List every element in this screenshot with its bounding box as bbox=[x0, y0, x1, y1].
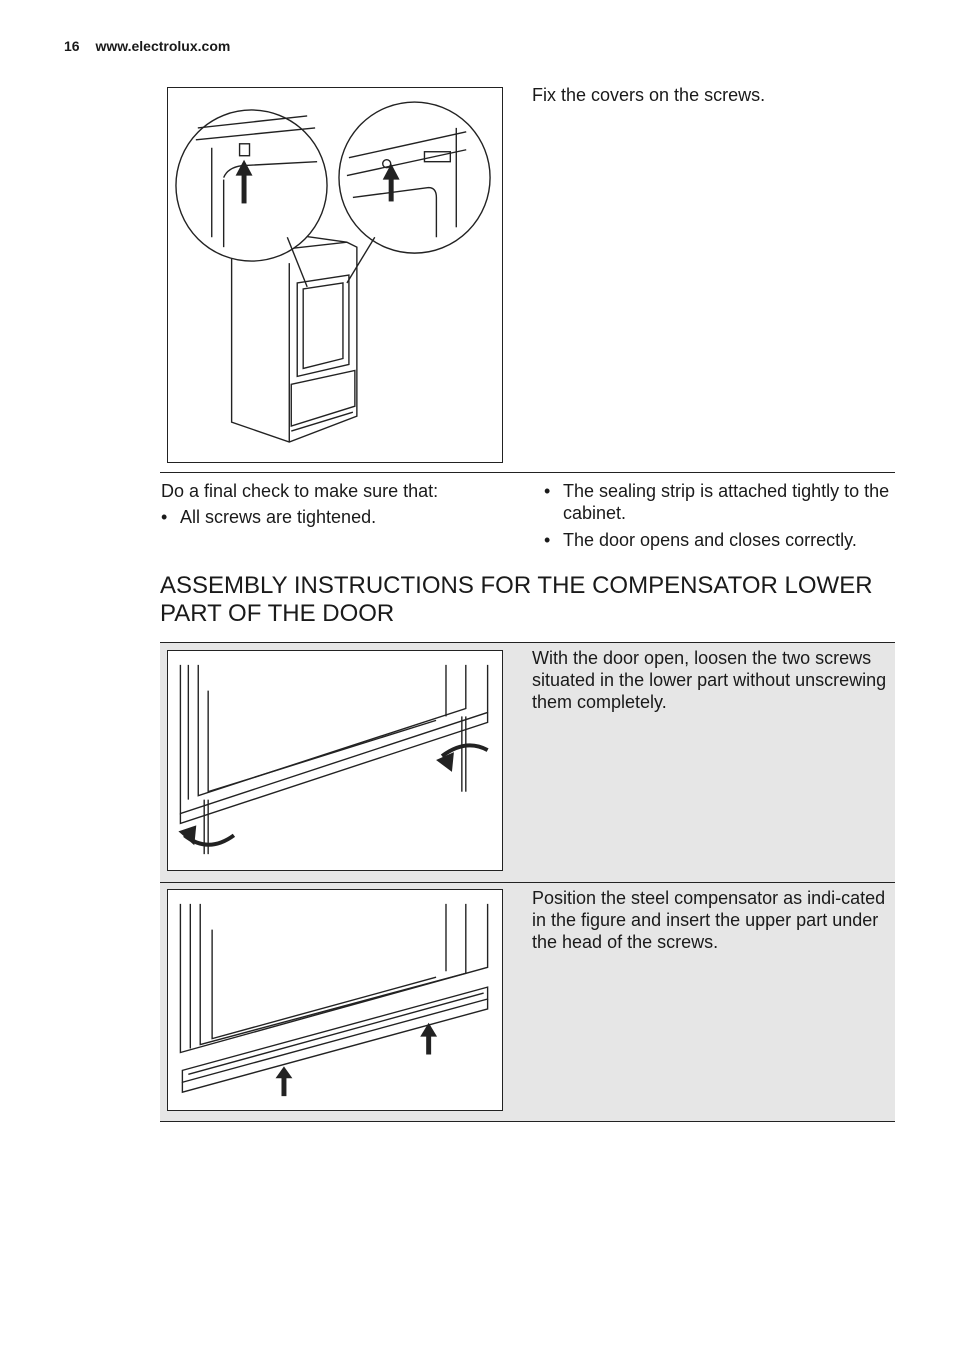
figure-cabinet-covers bbox=[167, 87, 503, 463]
check-item: • The door opens and closes correctly. bbox=[544, 529, 894, 551]
cabinet-illustration bbox=[168, 88, 502, 462]
page-number: 16 bbox=[64, 38, 80, 54]
step-position-text: Position the steel compensator as indi-cated in the figure and insert the upper part under the head of the screws. bbox=[532, 888, 886, 952]
final-check-list-left bbox=[161, 506, 521, 528]
final-check-list-right bbox=[544, 480, 894, 551]
check-item: • The sealing strip is attached tightly to the cabinet. bbox=[544, 480, 894, 524]
section-heading: ASSEMBLY INSTRUCTIONS FOR THE COMPENSATOR LOWER PART OF THE DOOR bbox=[160, 572, 873, 627]
figure-compensator bbox=[167, 889, 503, 1111]
check-item: • All screws are tightened. bbox=[161, 506, 521, 528]
figure-loosen-screws bbox=[167, 650, 503, 871]
step-fix-covers-text: Fix the covers on the screws. bbox=[532, 85, 766, 105]
final-check-intro: Do a final check to make sure that: bbox=[161, 481, 439, 501]
step-loosen-text: With the door open, loosen the two screws situated in the lower part without unscrewing them completely. bbox=[532, 648, 887, 712]
compensator-illustration bbox=[168, 890, 502, 1110]
site-url: www.electrolux.com bbox=[95, 38, 231, 54]
door-loosen-illustration bbox=[168, 651, 502, 870]
page-header bbox=[64, 38, 230, 54]
divider-1 bbox=[160, 472, 895, 473]
divider-4 bbox=[160, 1121, 895, 1122]
